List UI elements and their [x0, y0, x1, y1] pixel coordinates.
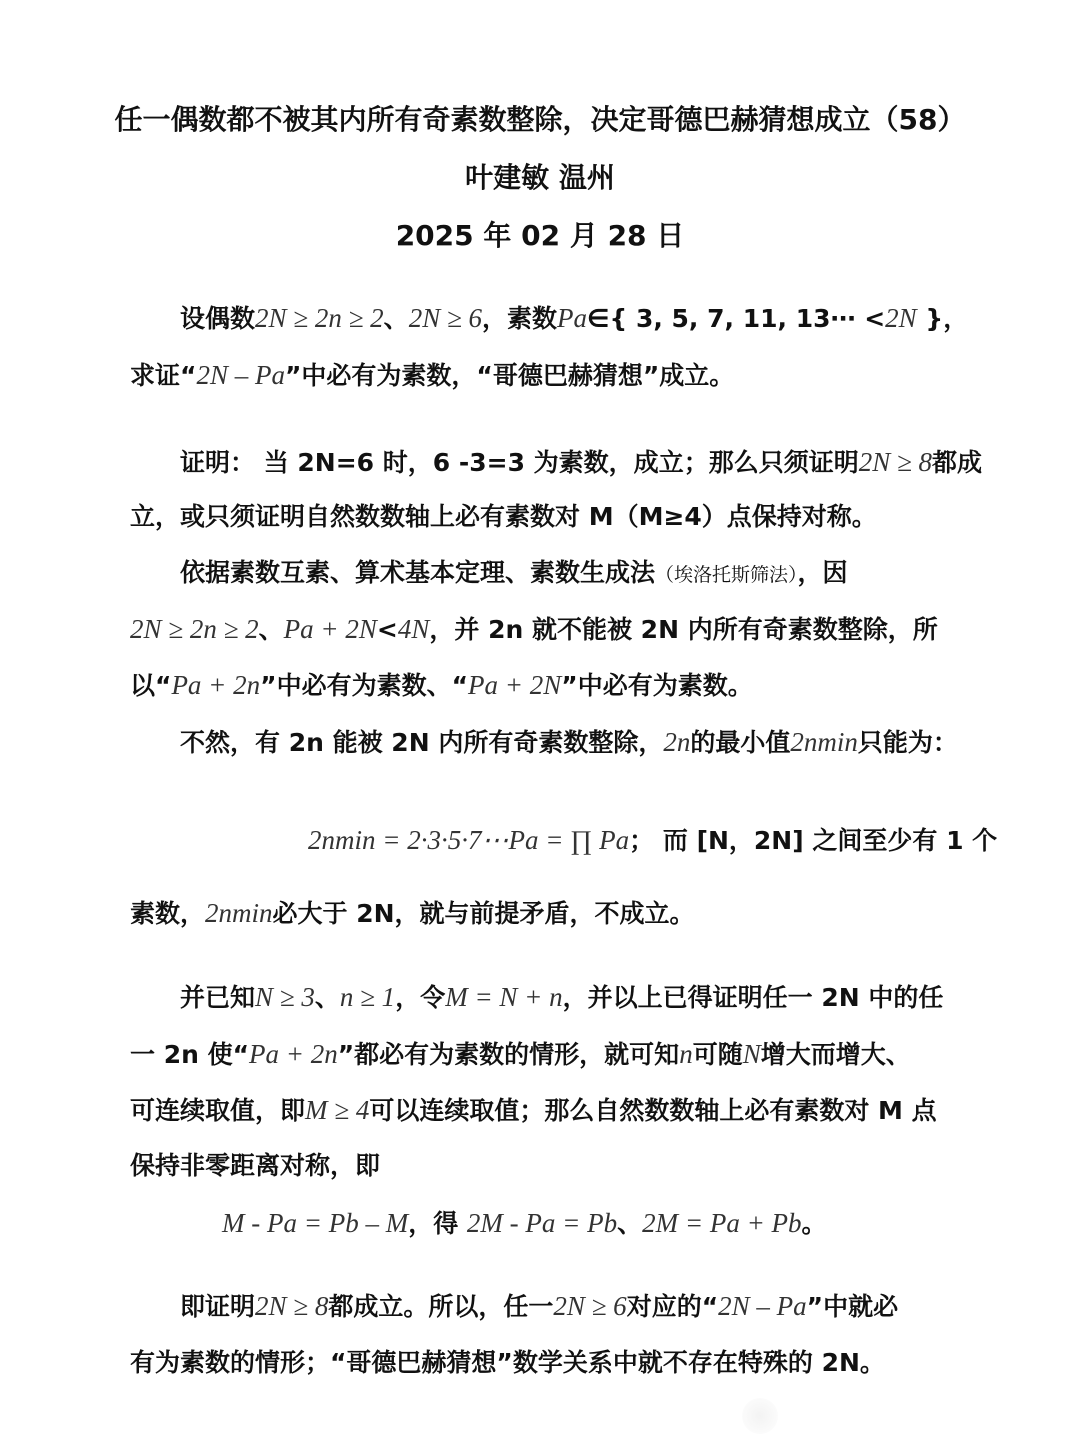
- math-expression: 2N – Pa: [196, 360, 285, 390]
- proof-line-10: [130, 1034, 911, 1075]
- proof-text: 、: [314, 983, 340, 1012]
- math-expression: N ≥ 3: [255, 982, 315, 1012]
- math-expression: 4N: [397, 614, 430, 644]
- proof-text: ”中必有为素数、“: [260, 671, 469, 700]
- math-expression: M = N + n: [445, 982, 563, 1012]
- premise-text: ，素数: [482, 304, 558, 333]
- premise-text: 求证“: [130, 361, 197, 390]
- math-expression: 2M = Pa + Pb: [642, 1208, 802, 1238]
- proof-text: 并已知: [180, 983, 256, 1012]
- math-expression: 2N – Pa: [718, 1291, 807, 1321]
- conclusion-text: ”中就必: [806, 1292, 899, 1321]
- proof-text: 。: [801, 1209, 827, 1238]
- proof-text: 、: [617, 1209, 643, 1238]
- proof-text: 一 2n 使“: [130, 1040, 250, 1069]
- product-formula: 2nmin = 2·3·5·7⋯Pa = ∏ Pa: [308, 825, 630, 855]
- document-title: 任一偶数都不被其内所有奇素数整除，决定哥德巴赫猜想成立（58）: [114, 103, 966, 136]
- proof-text: ，因: [797, 558, 848, 587]
- proof-line-1: [180, 442, 982, 483]
- proof-line-4: [130, 609, 938, 650]
- proof-text: ”都必有为素数的情形，就可知: [337, 1040, 680, 1069]
- proof-text: ； 而 [N，2N] 之间至少有 1 个: [629, 826, 998, 855]
- math-expression: Pa + 2n: [249, 1039, 338, 1069]
- proof-text: 都成: [932, 448, 983, 477]
- premise-text: 、: [383, 304, 409, 333]
- conclusion-line-2: 有为素数的情形；“哥德巴赫猜想”数学关系中就不存在特殊的 2N。: [130, 1348, 885, 1377]
- math-expression: 2N ≥ 6: [408, 303, 483, 333]
- proof-line-8: [130, 893, 695, 934]
- proof-text: 的最小值: [690, 728, 791, 757]
- proof-text: 必大于 2N，就与前提矛盾，不成立。: [272, 899, 695, 928]
- math-expression: n ≥ 1: [339, 982, 396, 1012]
- proof-text: 、: [258, 615, 284, 644]
- conclusion-line-1: [180, 1286, 898, 1327]
- math-expression: Pa + 2N: [468, 670, 562, 700]
- math-expression: 2N ≥ 6: [553, 1291, 627, 1321]
- proof-text: 只能为：: [857, 728, 958, 757]
- proof-line-7: [308, 820, 997, 861]
- proof-text: 以“: [130, 671, 172, 700]
- proof-text: ”中必有为素数。: [561, 671, 753, 700]
- math-expression: 2N ≥ 2n ≥ 2: [130, 614, 259, 644]
- math-expression: 2M - Pa = Pb: [466, 1208, 618, 1238]
- math-expression: M - Pa = Pb – M: [222, 1208, 409, 1238]
- proof-text: 可以连续取值；那么自然数数轴上必有素数对 M 点: [369, 1096, 937, 1125]
- math-expression: 2N ≥ 2n ≥ 2: [255, 303, 384, 333]
- math-expression: 2N ≥ 8: [255, 1291, 329, 1321]
- proof-line-9: [180, 977, 943, 1018]
- premise-text: 设偶数: [180, 304, 256, 333]
- premise-text: ”中必有为素数，“哥德巴赫猜想”成立。: [284, 361, 735, 390]
- math-expression: Pa + 2N: [283, 614, 377, 644]
- math-expression: Pa + 2n: [171, 670, 261, 700]
- math-expression: n: [679, 1039, 693, 1069]
- conclusion-text: 都成立。所以，任一: [328, 1292, 554, 1321]
- math-expression: N: [742, 1039, 761, 1069]
- math-expression: 2nmin: [790, 727, 858, 757]
- proof-text: 依据素数互素、算术基本定理、素数生成法: [180, 558, 656, 587]
- proof-text: 可连续取值，即: [130, 1096, 306, 1125]
- proof-text: ，得: [408, 1209, 467, 1238]
- math-expression: 2N ≥ 8: [858, 447, 933, 477]
- date-line: 2025 年 02 月 28 日: [395, 219, 685, 252]
- proof-text: <: [376, 615, 398, 644]
- proof-line-13: [222, 1203, 827, 1244]
- math-expression: 2nmin: [205, 898, 273, 928]
- conclusion-text: 对应的“: [626, 1292, 719, 1321]
- premise-text: }，: [916, 304, 969, 333]
- proof-text: ，令: [395, 983, 446, 1012]
- author-line: 叶建敏 温州: [465, 161, 615, 194]
- math-expression: 2n: [663, 727, 691, 757]
- proof-text: 增大而增大、: [760, 1040, 911, 1069]
- proof-line-5: [130, 665, 753, 706]
- proof-line-11: [130, 1090, 937, 1131]
- proof-text: ，并以上已得证明任一 2N 中的任: [562, 983, 944, 1012]
- proof-text: 不然，有 2n 能被 2N 内所有奇素数整除，: [180, 728, 664, 757]
- proof-text: 可随: [692, 1040, 743, 1069]
- premise-text: ∈{ 3, 5, 7, 11, 13⋯ <: [587, 304, 886, 333]
- math-expression: 2N: [885, 303, 917, 333]
- proof-text: 素数，: [130, 899, 206, 928]
- proof-note: （埃洛托斯筛法）: [655, 564, 798, 586]
- proof-line-12: 保持非零距离对称，即: [130, 1151, 381, 1180]
- premise-line-1: [180, 298, 968, 339]
- proof-text: 证明： 当 2N=6 时，6 -3=3 为素数，成立；那么只须证明: [180, 448, 859, 477]
- math-expression: M ≥ 4: [305, 1095, 370, 1125]
- conclusion-text: 即证明: [180, 1292, 256, 1321]
- watermark-blur: [742, 1398, 778, 1434]
- proof-text: ，并 2n 就不能被 2N 内所有奇素数整除，所: [429, 615, 938, 644]
- proof-line-6: [180, 722, 958, 763]
- math-expression: Pa: [557, 303, 588, 333]
- proof-line-3: [180, 553, 848, 595]
- proof-line-2: 立，或只须证明自然数数轴上必有素数对 M（M≥4）点保持对称。: [130, 502, 877, 531]
- premise-line-2: [130, 355, 734, 396]
